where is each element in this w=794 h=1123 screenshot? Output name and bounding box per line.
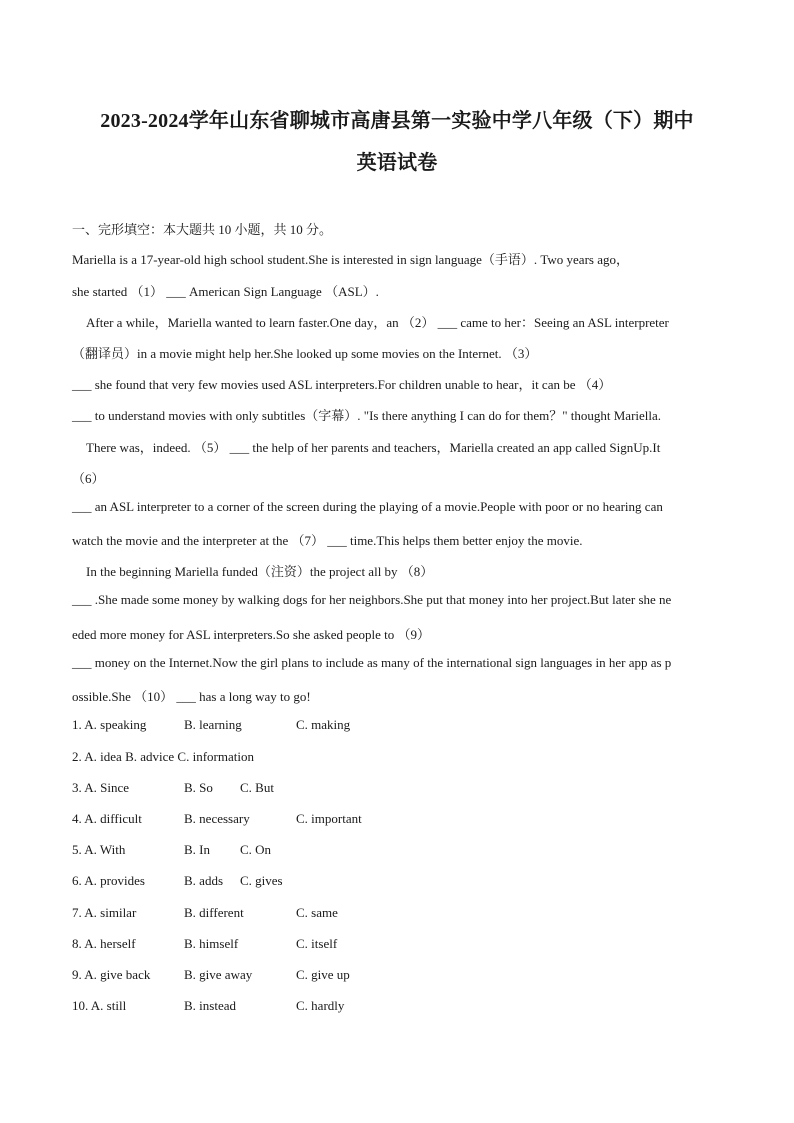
question-8-option-c: C. itself — [296, 936, 338, 951]
question-9-option-b: B. give away — [184, 967, 253, 982]
exam-title-line1: 2023-2024学年山东省聊城市高唐县第一实验中学八年级（下）期中 — [100, 110, 694, 132]
question-4-option-a: 4. A. difficult — [72, 811, 142, 826]
question-2-options: 2. A. idea B. advice C. information — [72, 749, 254, 764]
question-10-option-c: C. hardly — [296, 998, 345, 1013]
question-6-option-c: C. gives — [240, 873, 283, 888]
passage-line: There was，indeed. （5） ___ the help of her parents and teachers，Mariella created an app called SignUp.It — [86, 440, 661, 455]
passage-line: eded more money for ASL interpreters.So she asked people to （9） — [72, 627, 431, 642]
question-1-option-b: B. learning — [184, 717, 242, 732]
question-3-option-c: C. But — [240, 780, 274, 795]
question-7-option-c: C. same — [296, 905, 338, 920]
passage-line: ___ to understand movies with only subtitles（字幕）. "Is there anything I can do for them？" thought Mariella. — [72, 408, 662, 423]
question-3-option-b: B. So — [184, 780, 213, 795]
question-9-option-c: C. give up — [296, 967, 350, 982]
passage-line: ___ money on the Internet.Now the girl plans to include as many of the international sign languages in her app as p — [72, 655, 672, 670]
question-1-option-a: 1. A. speaking — [72, 717, 147, 732]
question-8-option-b: B. himself — [184, 936, 239, 951]
question-4-option-b: B. necessary — [184, 811, 250, 826]
passage-line: ___ .She made some money by walking dogs for her neighbors.She put that money into her project.But later she ne — [72, 592, 672, 607]
passage-line: （翻译员）in a movie might help her.She looked up some movies on the Internet. （3） — [72, 346, 538, 361]
question-7-option-a: 7. A. similar — [72, 905, 137, 920]
passage-line: watch the movie and the interpreter at the （7） ___ time.This helps them better enjoy the movie. — [72, 533, 583, 548]
passage-line: ossible.She （10） ___ has a long way to go! — [72, 689, 311, 704]
question-6-option-a: 6. A. provides — [72, 873, 145, 888]
question-8-option-a: 8. A. herself — [72, 936, 136, 951]
passage-line: Mariella is a 17-year-old high school student.She is interested in sign language（手语）. Two years ago， — [72, 252, 629, 267]
passage-line: After a while，Mariella wanted to learn faster.One day，an （2） ___ came to her：Seeing an ASL interpreter — [86, 315, 669, 330]
passage-line: she started （1） ___ American Sign Language （ASL）. — [72, 284, 379, 299]
question-9-option-a: 9. A. give back — [72, 967, 151, 982]
passage-line: ___ she found that very few movies used ASL interpreters.For children unable to hear，it can be （4） — [72, 377, 612, 392]
question-5-option-a: 5. A. With — [72, 842, 126, 857]
question-4-option-c: C. important — [296, 811, 362, 826]
question-5-option-c: C. On — [240, 842, 272, 857]
question-1-option-c: C. making — [296, 717, 351, 732]
section-heading: 一、完形填空：本大题共 10 小题，共 10 分。 — [72, 222, 333, 237]
question-7-option-b: B. different — [184, 905, 244, 920]
passage-line: （6） — [72, 471, 105, 486]
passage-line: In the beginning Mariella funded（注资）the project all by （8） — [86, 564, 434, 579]
passage-line: ___ an ASL interpreter to a corner of the screen during the playing of a movie.People with poor or no hearing can — [72, 499, 663, 514]
question-3-option-a: 3. A. Since — [72, 780, 130, 795]
exam-title-line2: 英语试卷 — [356, 152, 438, 174]
question-10-option-a: 10. A. still — [72, 998, 127, 1013]
question-6-option-b: B. adds — [184, 873, 223, 888]
question-10-option-b: B. instead — [184, 998, 236, 1013]
question-5-option-b: B. In — [184, 842, 210, 857]
